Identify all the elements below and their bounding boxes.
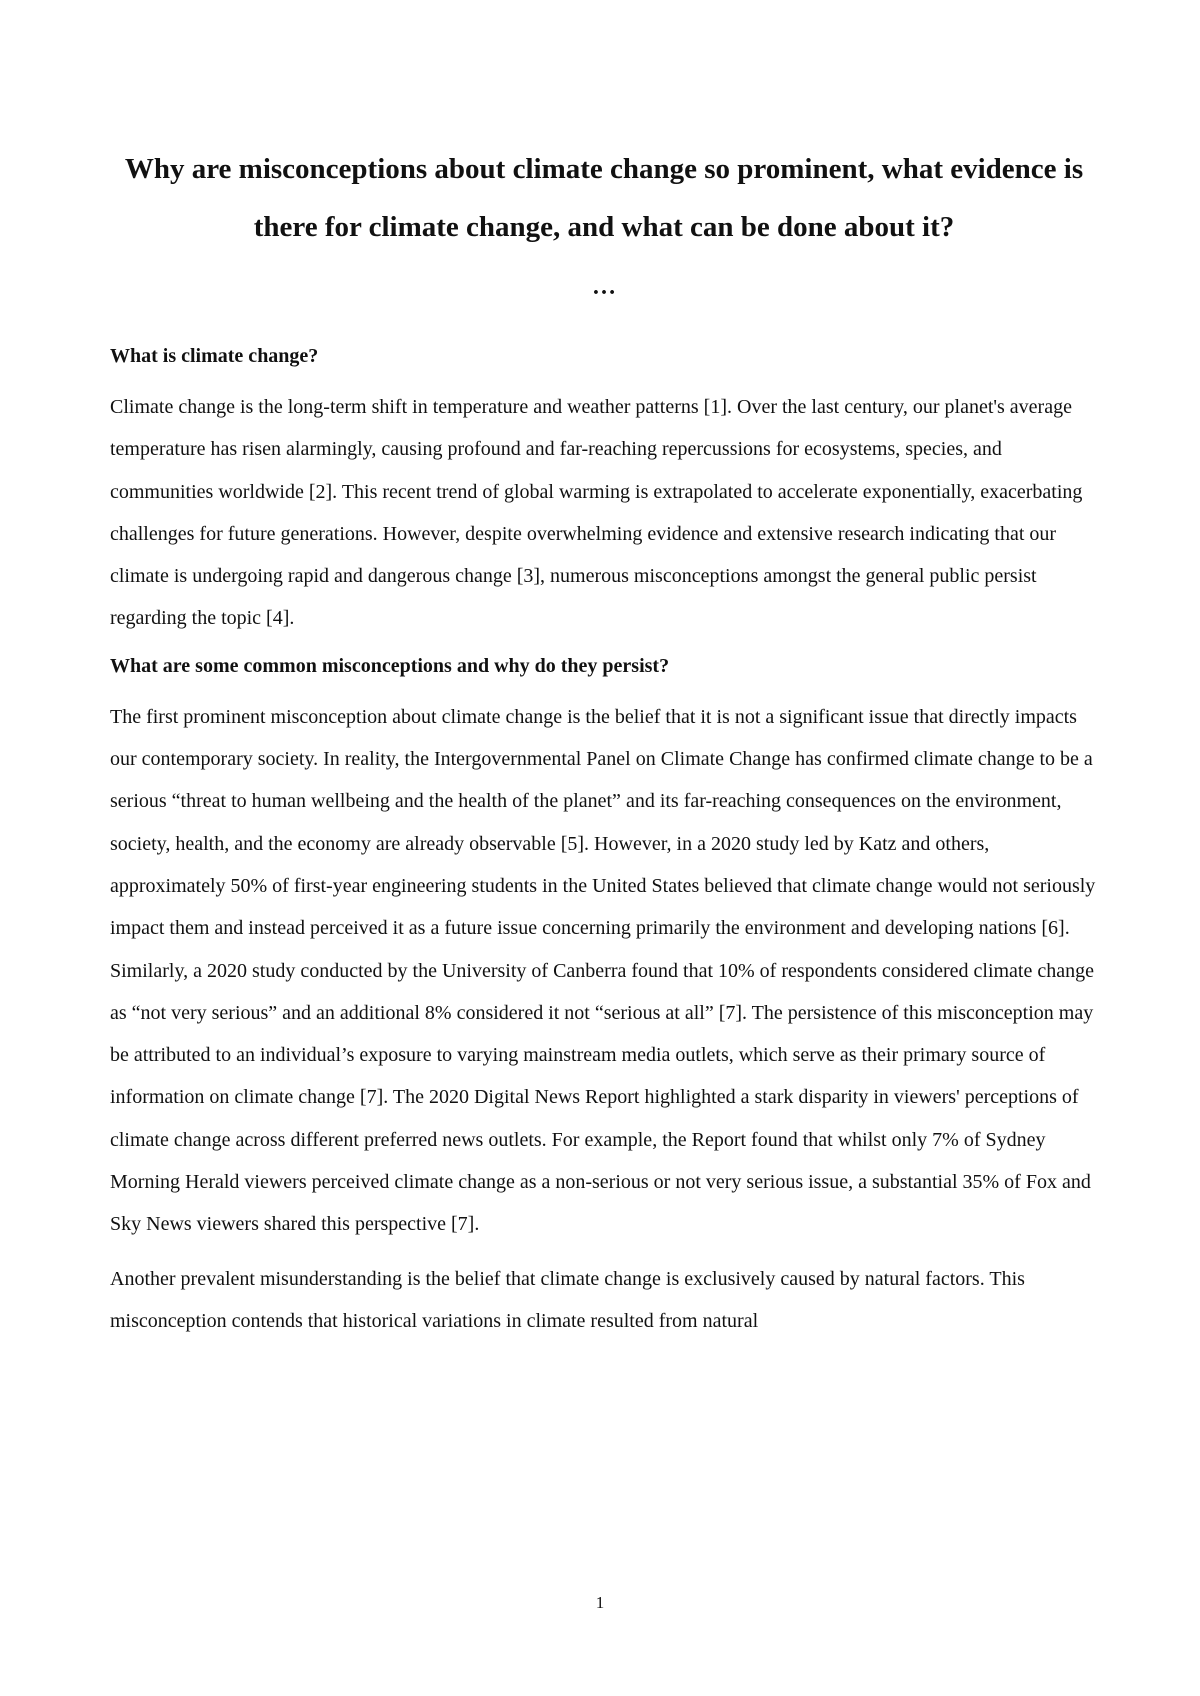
paragraph-climate-change-definition: Climate change is the long-term shift in temperature and weather patterns [1]. Over the last century, our planet's average temperature has risen alarmingly, causing profound and far-reaching repercussions for ecosystems, species, and communities worldwide [2]. This recent trend of global warming is extrapolated to accelerate exponentially, exacerbating challenges for future generations. However, despite overwhelming evidence and extensive research indicating that our climate is undergoing rapid and dangerous change [3], numerous misconceptions amongst the general public persist regarding the topic [4]. — [110, 396, 1083, 630]
section-heading-what-is-climate-change: What is climate change? — [110, 345, 319, 367]
page-content — [110, 140, 1098, 1342]
document-title: Why are misconceptions about climate change so prominent, what evidence is there for climate change, and what can be done about it? — [124, 153, 1084, 243]
paragraph-second-misconception: Another prevalent misunderstanding is the belief that climate change is exclusively caused by natural factors. This misconception contends that historical variations in climate resulted from natural — [110, 1267, 1025, 1332]
page-number: 1 — [595, 1593, 605, 1612]
title-ellipsis: … — [592, 274, 616, 300]
paragraph-first-misconception: The first prominent misconception about climate change is the belief that it is not a significant issue that directly impacts our contemporary society. In reality, the Intergovernmental Panel on Climate Change has confirmed climate change to be a serious “threat to human wellbeing and the health of the planet” and its far-reaching consequences on the environment, society, health, and the economy are already observable [5]. However, in a 2020 study led by Katz and others, approximately 50% of first-year engineering students in the United States believed that climate change would not seriously impact them and instead perceived it as a future issue concerning primarily the environment and developing nations [6]. Similarly, a 2020 study conducted by the University of Canberra found that 10% of respondents considered climate change as “not very serious” and an additional 8% considered it not “serious at all” [7]. The persistence of this misconception may be attributed to an individual’s exposure to varying mainstream media outlets, which serve as their primary source of information on climate change [7]. The 2020 Digital News Report highlighted a stark disparity in viewers' perceptions of climate change across different preferred news outlets. For example, the Report found that whilst only 7% of Sydney Morning Herald viewers perceived climate change as a non-serious or not very serious issue, a substantial 35% of Fox and Sky News viewers shared this perspective [7]. — [110, 705, 1096, 1236]
section-heading-common-misconceptions: What are some common misconceptions and why do they persist? — [110, 654, 670, 677]
